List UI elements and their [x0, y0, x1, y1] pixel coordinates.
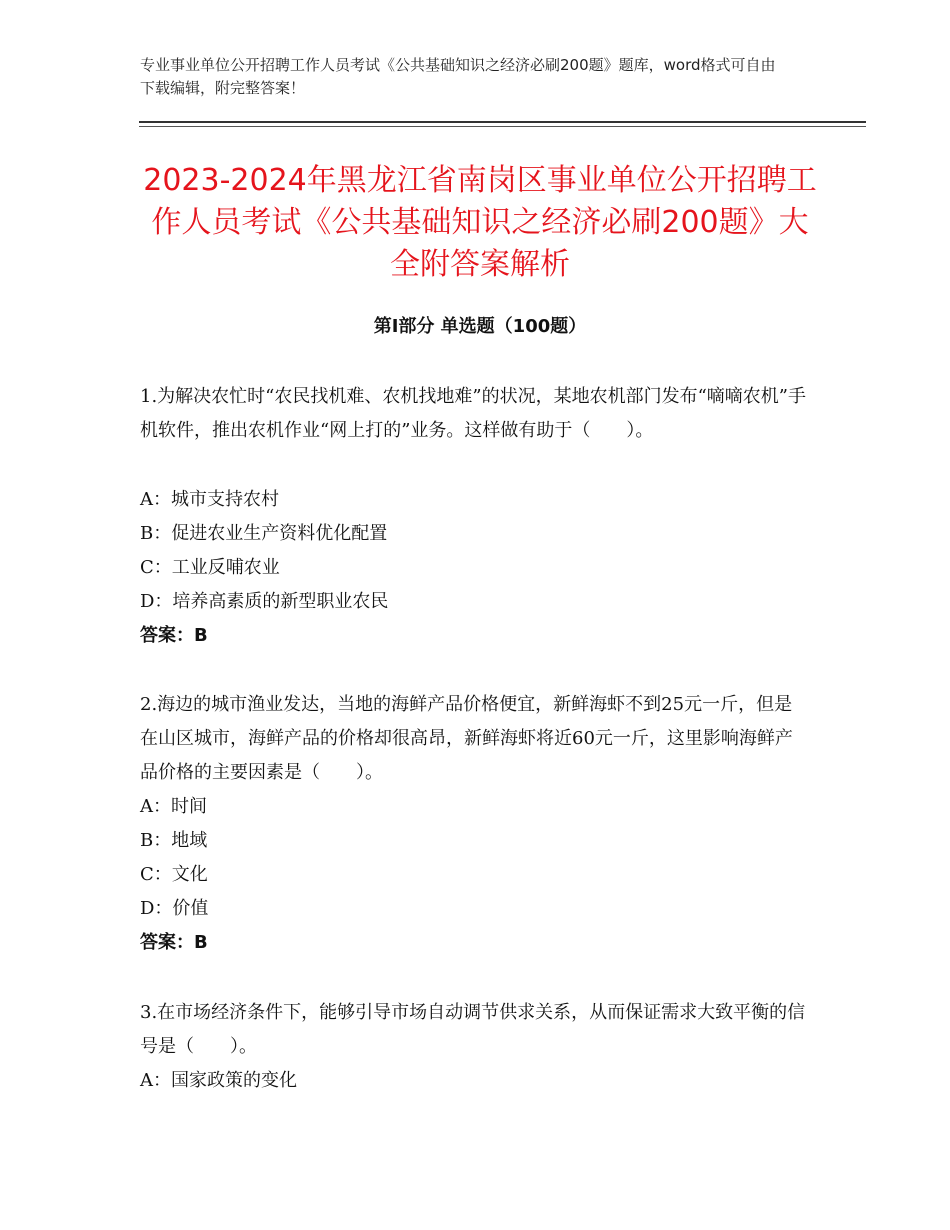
question-1-option-a: A：城市支持农村	[140, 489, 279, 510]
question-1-option-c: C：工业反哺农业	[140, 557, 280, 578]
question-2-option-b: B：地域	[140, 830, 208, 851]
question-2-option-c: C：文化	[140, 864, 208, 885]
header-divider-thin	[139, 126, 866, 127]
question-2-stem: 2.海边的城市渔业发达，当地的海鲜产品价格便宜，新鲜海虾不到25元一斤，但是在山区城市，海鲜产品的价格却很高昂，新鲜海虾将近60元一斤，这里影响海鲜产品价格的主要因素是（ ）。	[140, 694, 793, 783]
header-note: 专业事业单位公开招聘工作人员考试《公共基础知识之经济必刷200题》题库，word格式可自由下载编辑，附完整答案！	[140, 56, 776, 97]
document-title: 2023-2024年黑龙江省南岗区事业单位公开招聘工作人员考试《公共基础知识之经济必刷200题》大全附答案解析	[143, 163, 817, 282]
question-1-option-b: B：促进农业生产资料优化配置	[140, 523, 388, 544]
question-2-option-d: D：价值	[140, 898, 209, 919]
section-title: 第Ⅰ部分 单选题（100题）	[373, 316, 587, 337]
question-1-stem: 1.为解决农忙时“农民找机难、农机找地难”的状况，某地农机部门发布“嘀嘀农机”手机软件，推出农机作业“网上打的”业务。这样做有助于（ ）。	[140, 386, 806, 441]
question-1-answer: 答案：B	[140, 625, 208, 646]
question-1-option-d: D：培养高素质的新型职业农民	[140, 591, 389, 612]
header-divider-thick	[139, 121, 866, 123]
question-2-answer: 答案：B	[140, 932, 208, 953]
question-3-stem: 3.在市场经济条件下，能够引导市场自动调节供求关系，从而保证需求大致平衡的信号是（ ）。	[140, 1002, 806, 1057]
question-2-option-a: A：时间	[140, 796, 207, 817]
question-3-option-a: A：国家政策的变化	[140, 1070, 297, 1091]
